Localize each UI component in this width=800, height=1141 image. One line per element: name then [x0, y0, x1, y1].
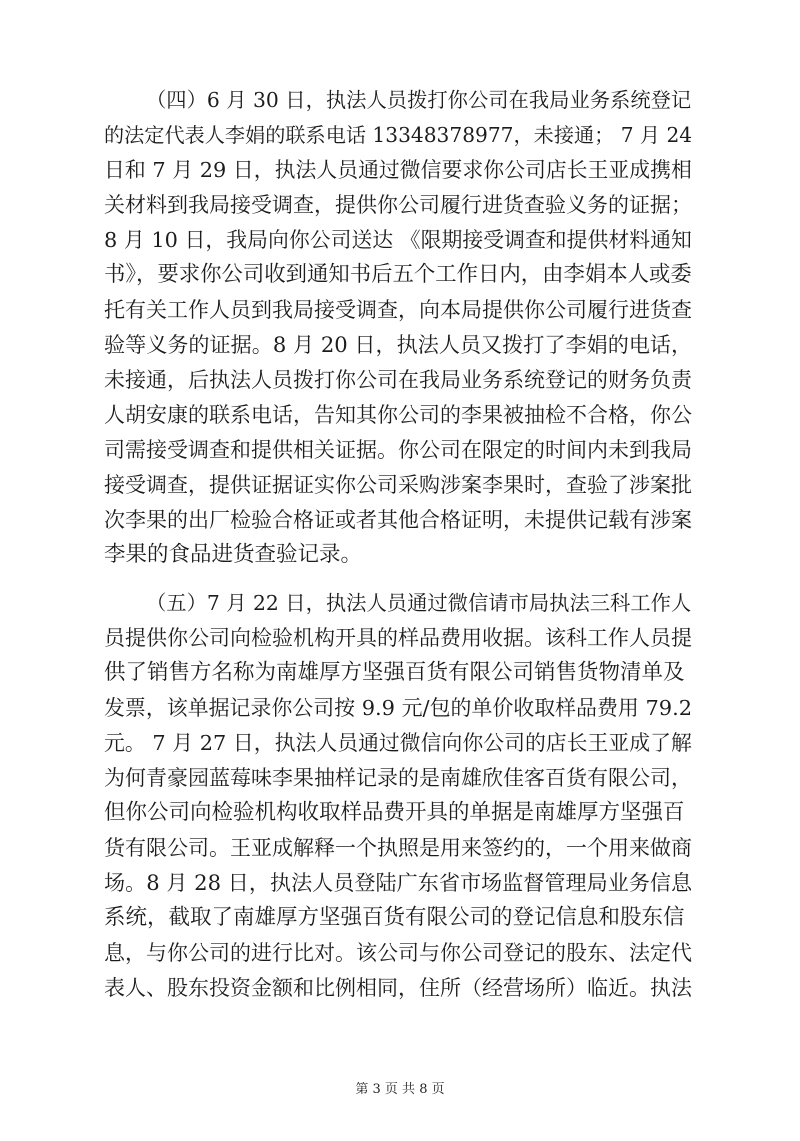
paragraph-4-line-3: 日和 7 月 29 日，执法人员通过微信要求你公司店长王亚成携相	[104, 158, 692, 182]
paragraph-4-line-5: 8 月 10 日，我局向你公司送达 《限期接受调查和提供材料通知	[104, 228, 692, 252]
paragraph-5-line-11: 息，与你公司的进行比对。该公司与你公司登记的股东、法定代	[104, 941, 692, 965]
paragraph-5-line-2: 员提供你公司向检验机构开具的样品费用收据。该科工作人员提	[104, 626, 692, 650]
paragraph-4-line-2: 的法定代表人李娟的联系电话 13348378977，未接通； 7 月 24	[104, 123, 693, 147]
paragraph-4-line-1: （四）6 月 30 日，执法人员拨打你公司在我局业务系统登记	[146, 88, 692, 112]
paragraph-5-line-1: （五）7 月 22 日，执法人员通过微信请市局执法三科工作人	[146, 591, 692, 615]
paragraph-4-line-6: 书》，要求你公司收到通知书后五个工作日内，由李娟本人或委	[104, 262, 692, 287]
paragraph-5-line-3: 供了销售方名称为南雄厚方坚强百货有限公司销售货物清单及	[104, 660, 685, 685]
paragraph-5-line-9: 场。8 月 28 日，执法人员登陆广东省市场监督管理局业务信息	[104, 870, 693, 895]
paragraph-4-line-12: 接受调查，提供证据证实你公司采购涉案李果时，查验了涉案批	[104, 473, 692, 497]
paragraph-5-line-12: 表人、股东投资金额和比例相同，住所（经营场所）临近。执法	[104, 976, 692, 1000]
paragraph-4-line-10: 人胡安康的联系电话，告知其你公司的李果被抽检不合格，你公	[104, 403, 692, 427]
paragraph-5-line-8: 货有限公司。王亚成解释一个执照是用来签约的，一个用来做商	[104, 836, 692, 860]
page-number-footer: 第 3 页 共 8 页	[355, 1082, 445, 1097]
paragraph-4-line-11: 司需接受调查和提供相关证据。你公司在限定的时间内未到我局	[104, 438, 692, 462]
paragraph-4-line-14: 李果的食品进货查验记录。	[104, 542, 363, 567]
paragraph-5-line-4: 发票，该单据记录你公司按 9.9 元/包的单价收取样品费用 79.2	[104, 696, 693, 720]
paragraph-4-line-4: 关材料到我局接受调查，提供你公司履行进货查验义务的证据；	[104, 193, 692, 217]
paragraph-5-line-7: 但你公司向检验机构收取样品费开具的单据是南雄厚方坚强百	[104, 800, 685, 825]
paragraph-4-line-7: 托有关工作人员到我局接受调查，向本局提供你公司履行进货查	[104, 298, 692, 322]
paragraph-5-line-6: 为何青豪园蓝莓味李果抽样记录的是南雄欣佳客百货有限公司，	[104, 766, 692, 790]
paragraph-4-line-9: 未接通，后执法人员拨打你公司在我局业务系统登记的财务负责	[104, 368, 692, 392]
paragraph-4-line-8: 验等义务的证据。8 月 20 日，执法人员又拨打了李娟的电话，	[104, 332, 693, 357]
paragraph-5-line-5: 元。 7 月 27 日，执法人员通过微信向你公司的店长王亚成了解	[104, 731, 692, 755]
paragraph-4-line-13: 次李果的出厂检验合格证或者其他合格证明，未提供记载有涉案	[104, 508, 692, 532]
paragraph-5-line-10: 系统，截取了南雄厚方坚强百货有限公司的登记信息和股东信	[104, 905, 685, 930]
